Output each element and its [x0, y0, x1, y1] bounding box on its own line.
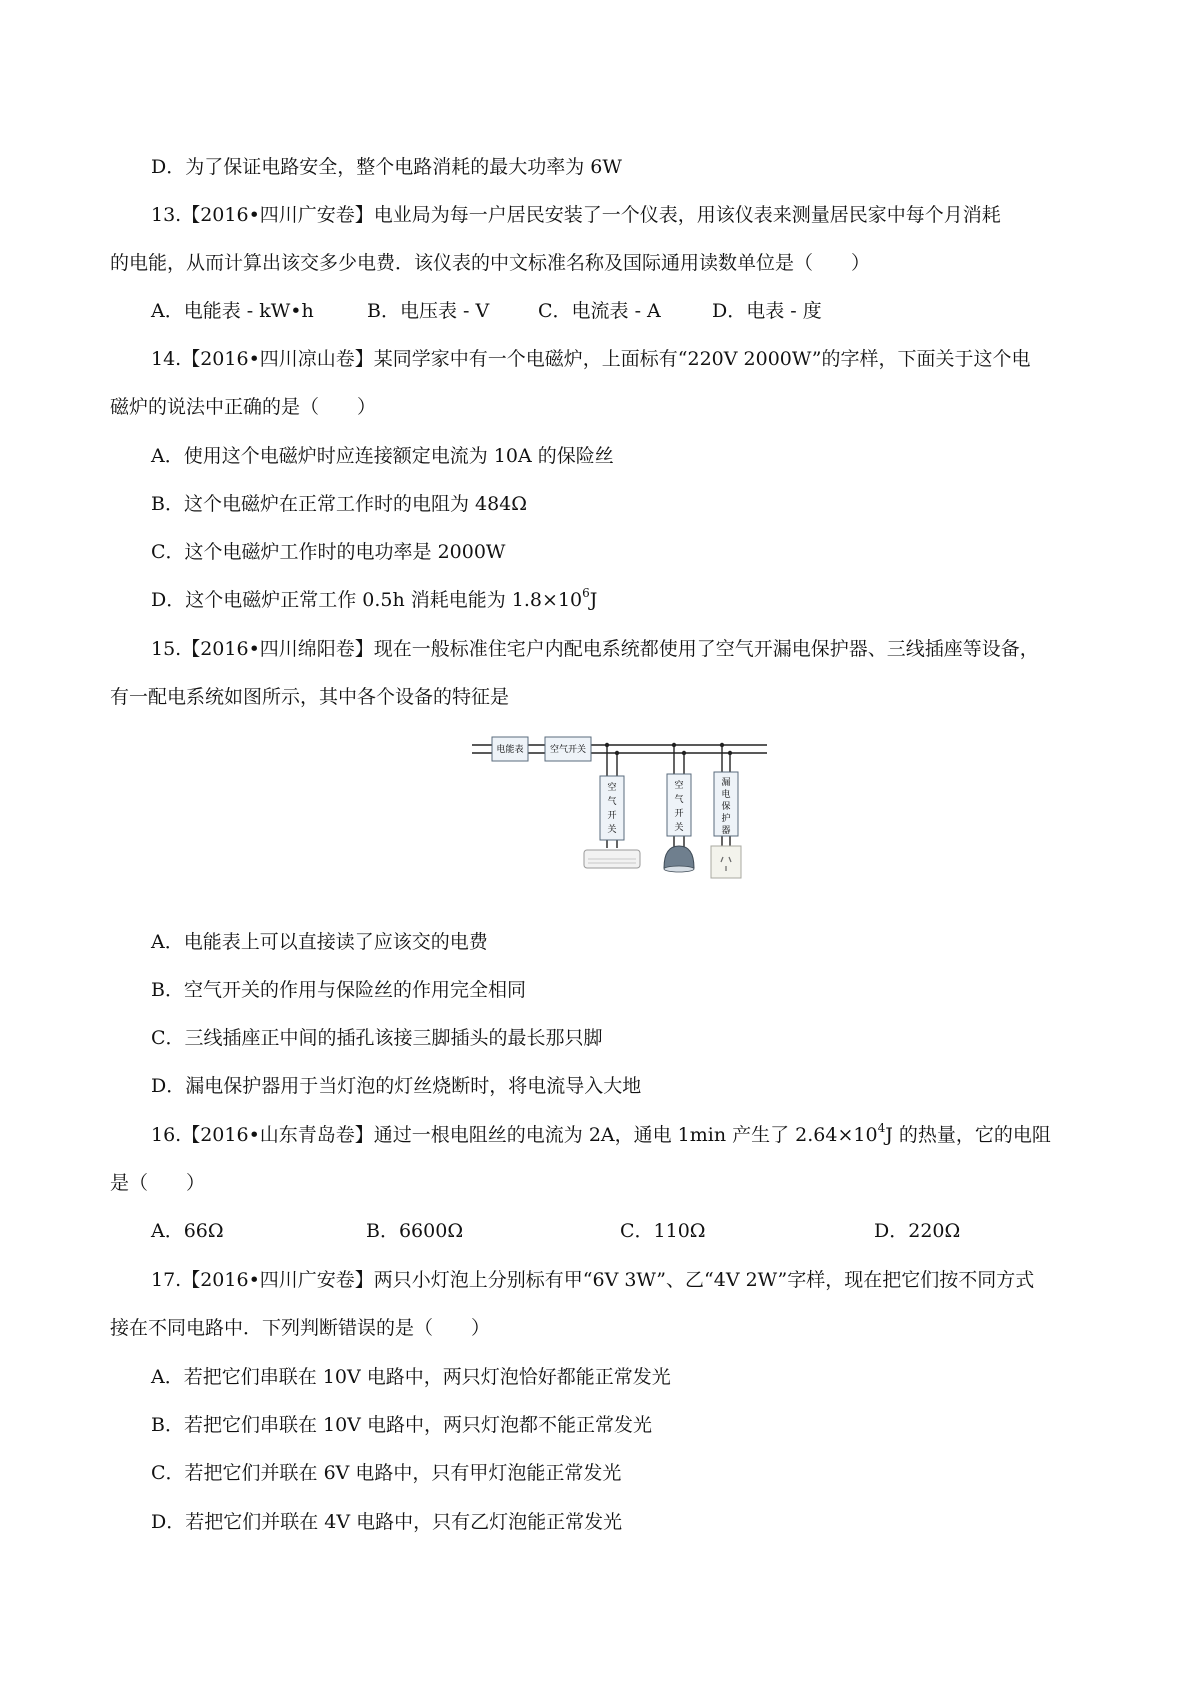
q17-stem-line1: 17.【2016•四川广安卷】两只小灯泡上分别标有甲“6V 3W”、乙“4V 2W”字样，现在把它们按不同方式: [151, 1269, 1035, 1291]
q14-option-d-text: D．这个电磁炉正常工作 0.5h 消耗电能为 1.8×10: [151, 589, 583, 611]
q14-option-b: B．这个电磁炉在正常工作时的电阻为 484Ω: [151, 493, 528, 515]
q14-option-d-unit: J: [589, 589, 598, 611]
q13-option-a: A．电能表 - kW•h: [151, 300, 314, 322]
q16-option-b: B．6600Ω: [366, 1220, 464, 1242]
q14-option-d: [151, 587, 597, 613]
q13-option-c: C．电流表 - A: [538, 300, 661, 322]
q15-option-d: D．漏电保护器用于当灯泡的灯丝烧断时，将电流导入大地: [151, 1075, 642, 1097]
q17-option-b: B．若把它们串联在 10V 电路中，两只灯泡都不能正常发光: [151, 1414, 652, 1436]
q13-option-b: B．电压表 - V: [367, 300, 490, 322]
q16-stem-text: 16.【2016•山东青岛卷】通过一根电阻丝的电流为 2A，通电 1min 产生了 2.64×10: [151, 1124, 878, 1146]
q17-option-c: C．若把它们并联在 6V 电路中，只有甲灯泡能正常发光: [151, 1462, 622, 1484]
q16-stem-tail: J 的热量，它的电阻: [885, 1124, 1051, 1146]
q14-option-a: A．使用这个电磁炉时应连接额定电流为 10A 的保险丝: [151, 445, 614, 467]
branch3-leakage-label: 漏电保护器: [721, 777, 731, 835]
q13-stem-line1: 13.【2016•四川广安卷】电业局为每一户居民安装了一个仪表，用该仪表来测量居民家中每个月消耗: [151, 204, 1001, 226]
q13-stem-line2: 的电能，从而计算出该交多少电费．该仪表的中文标准名称及国际通用读数单位是（ ）: [110, 252, 871, 274]
q16-option-a: A．66Ω: [151, 1220, 224, 1242]
q14-option-d-exponent: 6: [582, 586, 590, 600]
q14-option-c: C．这个电磁炉工作时的电功率是 2000W: [151, 541, 506, 563]
q17-stem-line2: 接在不同电路中．下列判断错误的是（ ）: [110, 1317, 491, 1339]
q15-stem-line1: 15.【2016•四川绵阳卷】现在一般标准住宅户内配电系统都使用了空气开漏电保护器、三线插座等设备，: [151, 638, 1039, 660]
q16-stem-exponent: 4: [877, 1121, 886, 1135]
three-pin-socket-icon: [711, 846, 741, 878]
branch2-switch-label: 空气开关: [674, 780, 684, 832]
q14-stem-line2: 磁炉的说法中正确的是（ ）: [110, 396, 377, 418]
q17-option-a: A．若把它们串联在 10V 电路中，两只灯泡恰好都能正常发光: [151, 1366, 671, 1388]
q15-option-a: A．电能表上可以直接读了应该交的电费: [151, 931, 488, 953]
q13-option-d: D．电表 - 度: [712, 300, 822, 322]
distribution-diagram: [472, 728, 772, 900]
distribution-system-figure: [472, 728, 772, 900]
q16-stem-line2: 是（ ）: [110, 1172, 206, 1194]
q16-option-c: C．110Ω: [620, 1220, 706, 1242]
q15-stem-line2: 有一配电系统如图所示，其中各个设备的特征是: [110, 686, 510, 708]
q15-option-b: B．空气开关的作用与保险丝的作用完全相同: [151, 979, 526, 1001]
branch1-switch-label: 空气开关: [607, 782, 617, 834]
q12-option-d: D．为了保证电路安全，整个电路消耗的最大功率为 6W: [151, 156, 622, 178]
main-switch-box-label: 空气开关: [549, 744, 587, 754]
lamp-icon: [664, 846, 694, 868]
meter-box-label: 电能表: [496, 744, 524, 754]
q15-option-c: C．三线插座正中间的插孔该接三脚插头的最长那只脚: [151, 1027, 603, 1049]
q14-stem-line1: 14.【2016•四川凉山卷】某同学家中有一个电磁炉，上面标有“220V 2000W”的字样，下面关于这个电: [151, 348, 1031, 370]
q16-option-d: D．220Ω: [874, 1220, 961, 1242]
q17-option-d: D．若把它们并联在 4V 电路中，只有乙灯泡能正常发光: [151, 1511, 623, 1533]
q16-stem-line1: [151, 1122, 1051, 1148]
